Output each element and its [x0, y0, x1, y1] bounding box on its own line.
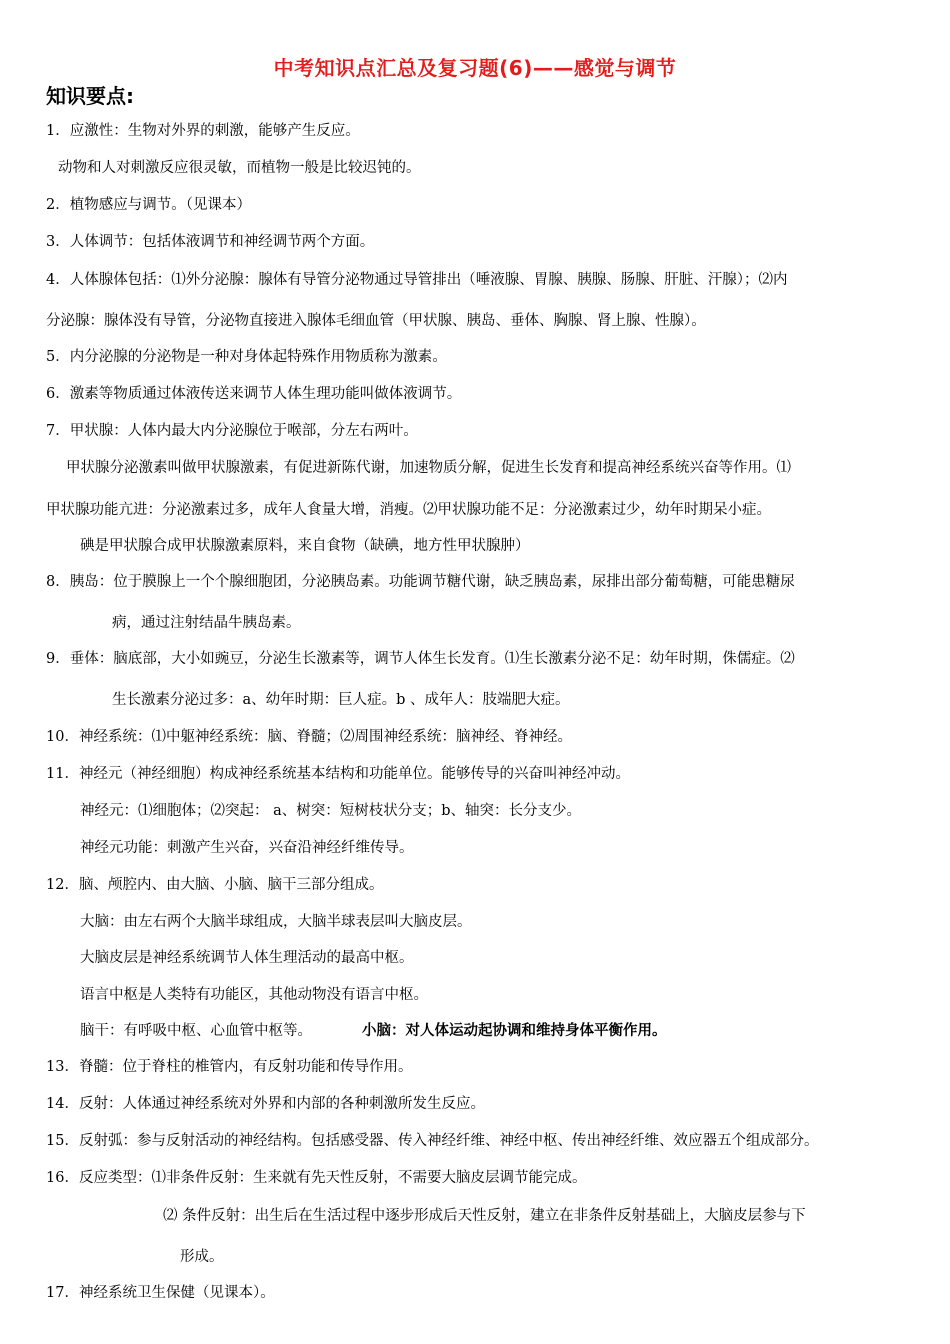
item-17: 17．神经系统卫生保健（见课本）。: [46, 1285, 275, 1301]
item-9: 9．垂体：脑底部，大小如豌豆，分泌生长激素等，调节人体生长发育。⑴生长激素分泌不足：幼年时期，侏儒症。⑵: [46, 651, 795, 667]
item-1-note: 动物和人对刺激反应很灵敏，而植物一般是比较迟钝的。: [58, 160, 421, 176]
item-15: 15．反射弧：参与反射活动的神经结构。包括感受器、传入神经纤维、神经中枢、传出神经纤维、效应器五个组成部分。: [46, 1133, 819, 1149]
item-7-iodine: 碘是甲状腺合成甲状腺激素原料，来自食物（缺碘，地方性甲状腺肿）: [80, 538, 530, 554]
item-7-cont: 甲状腺功能亢进：分泌激素过多，成年人食量大增，消瘦。⑵甲状腺功能不足：分泌激素过少，幼年时期呆小症。: [46, 502, 771, 518]
item-11-function: 神经元功能：刺激产生兴奋，兴奋沿神经纤维传导。: [80, 840, 414, 856]
item-6: 6．激素等物质通过体液传送来调节人体生理功能叫做体液调节。: [46, 386, 462, 402]
item-10: 10．神经系统：⑴中躯神经系统：脑、脊髓；⑵周围神经系统：脑神经、脊神经。: [46, 729, 572, 745]
item-9-cont: 生长激素分泌过多：a、幼年时期：巨人症。b 、成年人：肢端肥大症。: [112, 692, 570, 708]
item-13: 13．脊髓：位于脊柱的椎管内，有反射功能和传导作用。: [46, 1059, 413, 1075]
item-5: 5．内分泌腺的分泌物是一种对身体起特殊作用物质称为激素。: [46, 349, 447, 365]
item-12-language: 语言中枢是人类特有功能区，其他动物没有语言中枢。: [80, 987, 428, 1003]
page-title: 中考知识点汇总及复习题(6)——感觉与调节: [273, 56, 677, 80]
item-4-cont: 分泌腺：腺体没有导管，分泌物直接进入腺体毛细血管（甲状腺、胰岛、垂体、胸腺、肾上腺、性腺）。: [46, 313, 706, 329]
item-7: 7．甲状腺：人体内最大内分泌腺位于喉部，分左右两叶。: [46, 423, 418, 439]
item-11-neuron: 神经元：⑴细胞体；⑵突起： a、树突：短树枝状分支；b、轴突：长分支少。: [80, 803, 582, 819]
item-11: 11．神经元（神经细胞）构成神经系统基本结构和功能单位。能够传导的兴奋叫神经冲动。: [46, 766, 630, 782]
item-12-cerebellum: 小脑：对人体运动起协调和维持身体平衡作用。: [362, 1023, 667, 1039]
item-3: 3．人体调节：包括体液调节和神经调节两个方面。: [46, 234, 375, 250]
item-16-cont: 形成。: [180, 1249, 224, 1265]
section-heading: 知识要点:: [46, 84, 134, 108]
item-12-cerebrum: 大脑：由左右两个大脑半球组成，大脑半球表层叫大脑皮层。: [80, 914, 472, 930]
item-16-conditioned: ⑵ 条件反射：出生后在生活过程中逐步形成后天性反射，建立在非条件反射基础上，大脑皮层参与下: [163, 1208, 806, 1224]
item-1: 1．应激性：生物对外界的刺激，能够产生反应。: [46, 123, 360, 139]
item-8: 8．胰岛：位于膜腺上一个个腺细胞团，分泌胰岛素。功能调节糖代谢，缺乏胰岛素，尿排出部分葡萄糖，可能患糖尿: [46, 574, 795, 590]
item-12: 12．脑、颅腔内、由大脑、小脑、脑干三部分组成。: [46, 877, 384, 893]
item-2: 2．植物感应与调节。（见课本）: [46, 197, 251, 213]
item-4: 4．人体腺体包括：⑴外分泌腺：腺体有导管分泌物通过导管排出（唾液腺、胃腺、胰腺、肠腺、肝脏、汗腺）；⑵内: [46, 272, 788, 288]
item-12-brainstem: 脑干：有呼吸中枢、心血管中枢等。: [80, 1023, 312, 1039]
item-16: 16．反应类型：⑴非条件反射：生来就有先天性反射，不需要大脑皮层调节能完成。: [46, 1170, 587, 1186]
item-12-cortex: 大脑皮层是神经系统调节人体生理活动的最高中枢。: [80, 950, 414, 966]
item-14: 14．反射：人体通过神经系统对外界和内部的各种刺激所发生反应。: [46, 1096, 485, 1112]
item-8-cont: 病，通过注射结晶牛胰岛素。: [112, 615, 301, 631]
item-7-note: 甲状腺分泌激素叫做甲状腺激素，有促进新陈代谢，加速物质分解，促进生长发育和提高神经系统兴奋等作用。⑴: [66, 460, 791, 476]
